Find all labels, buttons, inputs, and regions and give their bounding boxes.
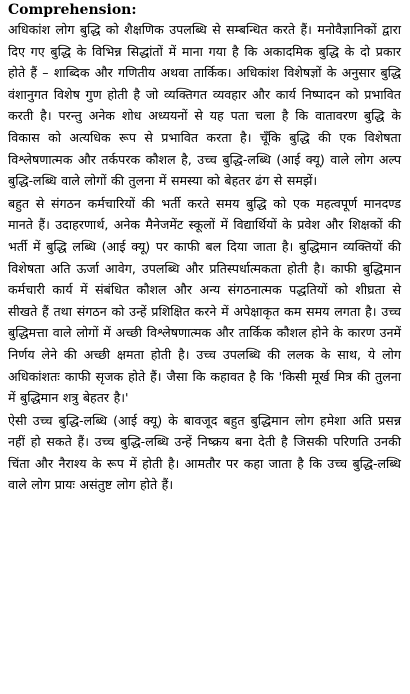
comprehension-heading: Comprehension: [8,2,137,18]
paragraph-1: अधिकांश लोग बुद्धि को शैक्षणिक उपलब्धि से सम्बन्धित करते हैं। मनोवैज्ञानिकों द्वारा दिए गए बुद्धि के विभिन्न सिद्धांतों में माना गया है कि अकादमिक बुद्धि के दो प्रकार होते हैं – शाब्दिक और गणितीय अथवा तार्किक। अधिकांश विशेषज्ञों के अनुसार बुद्धि वंशानुगत विशेष गुण होती है जो व्यक्तिगत व्यवहार और कार्य निष्पादन को प्रभावित करती है। परन्तु अनेक शोध अध्ययनों से यह पता चला है कि वातावरण बुद्धि के विकास को अत्यधिक रूप से प्रभावित करता है। चूँकि बुद्धि की एक विशेषता विश्लेषणात्मक और तर्कपरक कौशल है, उच्च बुद्धि-लब्धि (आई क्यू) वाले लोग अल्प बुद्धि-लब्धि वाले लोगों की तुलना में समस्या को बेहतर ढंग से समझें। [8,22,401,189]
paragraph-3: ऐसी उच्च बुद्धि-लब्धि (आई क्यू) के बावजूद बहुत बुद्धिमान लोग हमेशा अति प्रसन्न नहीं हो सकते हैं। उच्च बुद्धि-लब्धि उन्हें निष्क्रय बना देती है जिसकी परिणति उनकी चिंता और नैराश्य के रूप में होती है। आमतौर पर कहा जाता है कि उच्च बुद्धि-लब्धि वाले लोग प्रायः असंतुष्ट लोग होते हैं। [8,412,401,493]
paragraph-2: बहुत से संगठन कर्मचारियों की भर्ती करते समय बुद्धि को एक महत्वपूर्ण मानदण्ड मानते हैं। उदाहरणार्थ, अनेक मैनेजमेंट स्कूलों में विद्यार्थियों के प्रवेश और शिक्षकों की भर्ती में बुद्धि लब्धि (आई क्यू) पर काफी बल दिया जाता है। बुद्धिमान व्यक्तियों की विशेषता अति ऊर्जा आवेग, उपलब्धि और प्रतिस्पर्धात्मकता होती है। काफी बुद्धिमान कर्मचारी कार्य में संबंधित कौशल और अन्य संगठनात्मक पद्धतियों को शीघ्रता से सीखते हैं तथा संगठन को उन्हें प्रशिक्षित करने में अपेक्षाकृत कम समय लगता है। उच्च बुद्धिमत्ता वाले लोगों में अच्छी विश्लेषणात्मक और तार्किक कौशल होने के कारण उनमें निर्णय लेने की अच्छी क्षमता होती है। उच्च उपलब्धि की ललक के साथ, ये लोग अधिकांशतः काफी सृजक होते हैं। जैसा कि कहावत है कि 'किसी मूर्ख मित्र की तुलना में बुद्धिमान शत्रु बेहतर है।' [8,195,401,406]
